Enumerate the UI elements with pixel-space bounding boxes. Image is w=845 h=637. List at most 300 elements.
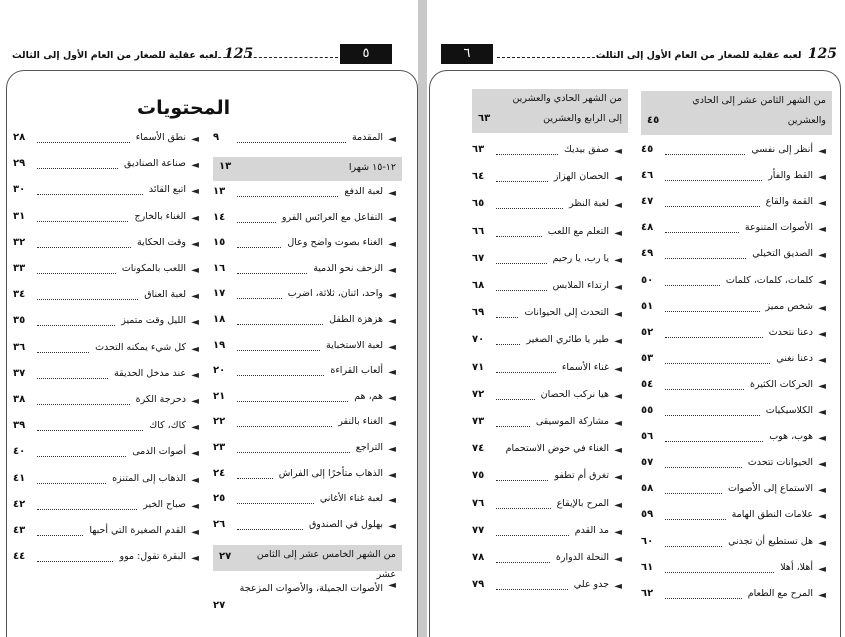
bullet-arrow-icon: ◄: [614, 227, 622, 239]
toc-entry[interactable]: [641, 326, 826, 348]
dotted-leader: [665, 572, 774, 573]
bullet-arrow-icon: ◄: [191, 396, 199, 407]
left-page: [0, 0, 418, 637]
dotted-leader: [37, 299, 138, 300]
contents-title: المحتويات: [137, 97, 231, 119]
book-number: 125: [807, 46, 837, 62]
book-gutter: [418, 0, 427, 637]
toc-entry[interactable]: [641, 482, 826, 504]
toc-entry[interactable]: [641, 561, 826, 583]
toc-entry[interactable]: [13, 550, 199, 572]
toc-entry-page: ٦٦: [472, 225, 485, 237]
toc-entry[interactable]: [13, 498, 199, 520]
contents-panel: [429, 70, 841, 637]
toc-entry[interactable]: [472, 442, 622, 464]
bullet-arrow-icon: ◄: [614, 282, 622, 293]
toc-entry-page: ٤٩: [641, 248, 654, 260]
section-heading-title: من الشهر الخامس عشر إلى الثامن عشر: [256, 549, 396, 581]
toc-entry-title: الحصان الهزاز: [553, 171, 609, 183]
dotted-leader: [237, 503, 314, 504]
bullet-arrow-icon: ◄: [191, 474, 199, 486]
bullet-arrow-icon: ◄: [614, 363, 622, 375]
toc-entry-title: عند مدخل الحديقة: [114, 367, 186, 379]
toc-entry-page: ٢٨: [13, 132, 26, 143]
toc-entry-page: ٥٩: [641, 509, 654, 521]
dotted-leader: [37, 404, 130, 405]
toc-entry-title: هيا نركب الحصان: [540, 388, 609, 400]
bullet-arrow-icon: ◄: [614, 390, 622, 402]
toc-entry-title: طير يا طائري الصغير: [526, 334, 609, 346]
toc-entry-page: ٢١: [213, 390, 226, 402]
dotted-leader: [665, 232, 739, 233]
section-heading-page: ١٣: [219, 161, 232, 172]
toc-entry[interactable]: [13, 131, 199, 153]
right-page: [427, 0, 845, 637]
toc-entry-page: ٤١: [13, 472, 26, 484]
toc-entry[interactable]: [472, 170, 622, 192]
toc-entry[interactable]: [213, 441, 396, 463]
toc-entry-title: كل شيء يمكنه التحدث: [95, 341, 186, 353]
toc-entry-page: ٦٧: [472, 252, 485, 264]
toc-entry-page: ٣٠: [13, 184, 26, 196]
bullet-arrow-icon: ◄: [388, 392, 396, 404]
toc-entry-title: صناعة الصناديق: [124, 158, 186, 170]
bullet-arrow-icon: ◄: [191, 238, 199, 250]
dotted-leader: [237, 142, 346, 143]
toc-entry-page: ٧٤: [472, 443, 485, 455]
dotted-leader: [665, 519, 726, 520]
bullet-arrow-icon: ◄: [818, 485, 826, 497]
toc-entry-title: بهلول في الصندوق: [308, 518, 383, 530]
toc-entry-page: ٤٠: [13, 446, 26, 458]
toc-entry-title: المرح بالإيقاع: [556, 497, 609, 509]
dotted-leader: [37, 561, 113, 562]
book-title-text: لعبه عقلية للصغار من العام الأول إلى الثالث: [595, 50, 802, 61]
dotted-leader: [665, 598, 742, 599]
toc-entry-title: الذهاب إلى المتنزه: [112, 472, 186, 484]
toc-entry-page: ٣٢: [13, 236, 26, 248]
bullet-arrow-icon: ◄: [818, 172, 826, 184]
toc-entry-title: الاستماع إلى الأصوات: [727, 483, 813, 495]
bullet-arrow-icon: ◄: [388, 520, 396, 532]
section-heading-page: ٤٥: [647, 115, 660, 126]
dotted-leader: [237, 529, 303, 530]
bullet-arrow-icon: ◄: [818, 354, 826, 366]
bullet-arrow-icon: ◄: [191, 500, 199, 512]
toc-entry-title: الذهاب متأخرًا إلى الفراش: [278, 467, 383, 479]
toc-entry[interactable]: [13, 472, 199, 494]
toc-entry-page: ٦٠: [641, 535, 654, 547]
toc-entry[interactable]: [641, 221, 826, 243]
section-heading-title: من الشهر الثامن عشر إلى الحادي والعشرين: [692, 95, 826, 126]
toc-entry-title: الغناء بالخارج: [134, 210, 186, 222]
bullet-arrow-icon: ◄: [388, 444, 396, 455]
bullet-arrow-icon: ◄: [818, 537, 826, 549]
toc-entry-title: المقدمة: [351, 132, 383, 143]
dotted-leader: [665, 285, 720, 286]
toc-entry[interactable]: [213, 185, 396, 207]
toc-entry-title: دعنا نتحدث: [768, 326, 813, 338]
page-number-box: ٦: [441, 44, 493, 64]
toc-entry[interactable]: [641, 352, 826, 374]
section-heading-page: ٦٣: [478, 113, 491, 124]
toc-entry-title: شخص مميز: [765, 300, 813, 312]
toc-entry-page: ٧٣: [472, 416, 485, 427]
bullet-arrow-icon: ◄: [614, 445, 622, 457]
toc-entry-page: ٣٦: [13, 341, 26, 353]
bullet-arrow-icon: ◄: [614, 200, 622, 212]
toc-entry[interactable]: [13, 157, 199, 179]
dotted-leader: [496, 154, 558, 155]
toc-entry-page: ٤٤: [13, 551, 26, 563]
toc-entry-title: القدم الصغيرة التي أحبها: [89, 525, 186, 536]
toc-entry-page: ٥٠: [641, 274, 654, 286]
toc-entry-page: ٧٥: [472, 470, 485, 482]
dotted-leader: [665, 337, 763, 338]
dotted-leader: [665, 441, 763, 442]
toc-entry-page: ٢٢: [213, 416, 226, 428]
toc-entry[interactable]: [472, 551, 622, 573]
dotted-leader: [237, 350, 320, 351]
dotted-leader: [237, 273, 307, 274]
page-header: [427, 44, 845, 66]
toc-entry-page: ٥٢: [641, 326, 654, 338]
section-heading: [213, 157, 402, 181]
section-heading: [641, 91, 832, 135]
toc-entry[interactable]: [641, 274, 826, 296]
toc-entry[interactable]: [472, 469, 622, 491]
book-title-text: لعبه عقلية للصغار من العام الأول إلى الثالث: [12, 50, 218, 61]
toc-entry[interactable]: [213, 339, 396, 361]
toc-entry[interactable]: [472, 143, 622, 165]
toc-entry[interactable]: [213, 287, 396, 309]
toc-entry-page: ٢٧: [213, 600, 226, 612]
toc-entry-page: ٣٨: [13, 394, 26, 405]
dotted-leader: [496, 344, 520, 345]
toc-entry-title: لعبة العناق: [144, 289, 186, 301]
toc-entry-page: ٣٣: [13, 263, 26, 274]
dotted-leader: [496, 236, 542, 237]
bullet-arrow-icon: ◄: [818, 563, 826, 575]
bullet-arrow-icon: ◄: [388, 469, 396, 481]
toc-entry-title: اللعب بالمكونات: [121, 263, 186, 274]
toc-entry-title: كاك، كاك: [149, 420, 186, 432]
toc-entry[interactable]: [641, 195, 826, 217]
dotted-leader: [496, 208, 563, 209]
toc-entry-title: الأصوات الجميلة، والأصوات المزعجة: [239, 583, 383, 595]
toc-entry[interactable]: [472, 279, 622, 301]
bullet-arrow-icon: ◄: [191, 160, 199, 172]
toc-entry-page: ٤٧: [641, 196, 654, 208]
dotted-leader: [496, 480, 548, 481]
toc-entry[interactable]: [13, 288, 199, 310]
toc-entry-title: البقرة تقول: موو: [119, 551, 186, 563]
bullet-arrow-icon: ◄: [191, 212, 199, 224]
section-heading-title: ١٢-١٥ شهرا: [348, 162, 396, 173]
bullet-arrow-icon: ◄: [191, 134, 199, 145]
toc-entry-page: ١٣: [213, 186, 226, 197]
toc-entry[interactable]: [13, 210, 199, 232]
bullet-arrow-icon: ◄: [818, 459, 826, 471]
dotted-leader: [237, 452, 350, 453]
bullet-arrow-icon: ◄: [388, 188, 396, 199]
bullet-arrow-icon: ◄: [818, 380, 826, 392]
bullet-arrow-icon: ◄: [388, 367, 396, 379]
bullet-arrow-icon: ◄: [818, 276, 826, 288]
section-heading: [472, 89, 628, 133]
toc-entry-title: كلمات، كلمات، كلمات: [725, 274, 813, 286]
bullet-arrow-icon: ◄: [191, 317, 199, 329]
toc-entry[interactable]: [213, 211, 396, 233]
toc-entry-page: ٦٢: [641, 587, 654, 599]
toc-entry[interactable]: [13, 393, 199, 415]
toc-entry-title: الحيوانات تتحدث: [747, 457, 813, 469]
toc-entry[interactable]: [472, 333, 622, 355]
toc-entry-title: صفق بيديك: [564, 144, 609, 155]
toc-entry[interactable]: [472, 524, 622, 546]
toc-entry-page: ٥٧: [641, 457, 654, 469]
toc-entry-page: ٦٥: [472, 198, 485, 210]
toc-entry[interactable]: [213, 492, 396, 514]
dotted-leader: [496, 263, 547, 264]
toc-entry[interactable]: [13, 341, 199, 363]
toc-entry-page: ٦٩: [472, 307, 485, 319]
bullet-arrow-icon: ◄: [818, 407, 826, 418]
toc-entry[interactable]: [472, 197, 622, 219]
toc-entry-title: أهلا، أهلا: [780, 561, 813, 573]
bullet-arrow-icon: ◄: [388, 495, 396, 507]
dotted-leader: [496, 399, 535, 400]
dotted-leader: [37, 221, 128, 222]
dotted-leader: [237, 298, 282, 299]
toc-entry-page: ٦٨: [472, 280, 485, 291]
toc-entry[interactable]: [213, 390, 396, 412]
toc-entry[interactable]: [472, 252, 622, 274]
toc-entry-page: ١٦: [213, 262, 226, 274]
bullet-arrow-icon: ◄: [388, 580, 396, 592]
toc-entry-title: الليل وقت متميز: [121, 315, 186, 327]
dotted-leader: [665, 363, 770, 364]
toc-entry[interactable]: [472, 497, 622, 519]
toc-entry-page: ٥٨: [641, 483, 654, 495]
toc-entry[interactable]: [213, 577, 396, 621]
toc-entry-page: ٥٦: [641, 431, 654, 443]
bullet-arrow-icon: ◄: [191, 527, 199, 538]
book-number: 125: [224, 46, 254, 62]
toc-entry-title: ارتداء الملابس: [552, 280, 609, 291]
bullet-arrow-icon: ◄: [191, 422, 199, 434]
toc-entry[interactable]: [641, 587, 826, 609]
toc-entry-page: ٢٥: [213, 493, 226, 505]
toc-entry[interactable]: [641, 169, 826, 191]
toc-entry[interactable]: [13, 445, 199, 467]
bullet-arrow-icon: ◄: [818, 589, 826, 601]
contents-column-left: [13, 131, 199, 631]
toc-entry-page: ٢٩: [13, 158, 26, 170]
toc-entry[interactable]: [641, 535, 826, 557]
dotted-leader: [237, 401, 348, 402]
bullet-arrow-icon: ◄: [818, 146, 826, 157]
toc-entry-page: ٤٥: [641, 144, 654, 155]
toc-entry-title: الزحف نحو الدمية: [313, 262, 383, 274]
page-number-box: ٥: [340, 44, 392, 64]
dotted-leader: [37, 352, 89, 353]
bullet-arrow-icon: ◄: [614, 336, 622, 348]
toc-entry[interactable]: [641, 247, 826, 269]
toc-entry[interactable]: [641, 404, 826, 426]
toc-entry-title: الغناء في حوض الاستحمام: [505, 443, 609, 455]
bullet-arrow-icon: ◄: [818, 224, 826, 236]
toc-entry-page: ٧١: [472, 361, 485, 373]
toc-entry[interactable]: [213, 262, 396, 284]
bullet-arrow-icon: ◄: [614, 173, 622, 185]
toc-entry[interactable]: [13, 419, 199, 441]
toc-entry-title: التراجع: [355, 442, 383, 453]
bullet-arrow-icon: ◄: [388, 316, 396, 327]
dotted-leader: [37, 509, 137, 510]
toc-entry-page: ١٧: [213, 288, 226, 300]
toc-entry[interactable]: [13, 314, 199, 336]
bullet-arrow-icon: ◄: [388, 418, 396, 430]
toc-entry[interactable]: [472, 388, 622, 410]
toc-entry-page: ٣٤: [13, 289, 26, 301]
toc-entry-page: ٧٦: [472, 497, 485, 509]
dotted-leader: [496, 372, 556, 373]
toc-entry-page: ٣١: [13, 210, 26, 222]
bullet-arrow-icon: ◄: [614, 581, 622, 593]
dotted-leader: [37, 535, 83, 536]
bullet-arrow-icon: ◄: [614, 146, 622, 157]
dotted-leader: [237, 196, 338, 197]
toc-entry[interactable]: [641, 378, 826, 400]
toc-entry-page: ١٤: [213, 211, 226, 223]
bullet-arrow-icon: ◄: [388, 213, 396, 225]
bullet-arrow-icon: ◄: [614, 254, 622, 266]
dotted-leader: [237, 222, 276, 223]
toc-entry-title: الصديق التخيلي: [752, 248, 813, 260]
toc-entry[interactable]: [641, 456, 826, 478]
toc-entry[interactable]: [213, 131, 396, 153]
toc-entry-page: ٧٢: [472, 388, 485, 400]
bullet-arrow-icon: ◄: [614, 472, 622, 484]
toc-entry-title: دعنا نغني: [776, 352, 813, 364]
toc-entry[interactable]: [641, 143, 826, 165]
toc-entry[interactable]: [213, 415, 396, 437]
toc-entry-title: أنظر إلى نفسي: [751, 144, 813, 155]
toc-entry[interactable]: [213, 364, 396, 386]
toc-entry[interactable]: [641, 508, 826, 530]
toc-entry[interactable]: [641, 430, 826, 452]
toc-entry[interactable]: [13, 367, 199, 389]
toc-entry-title: التحدث إلى الحيوانات: [524, 307, 609, 319]
dotted-leader: [665, 154, 745, 155]
toc-entry-title: غناء الأسماء: [561, 361, 609, 373]
toc-entry-title: القط والفأر: [768, 170, 813, 182]
bullet-arrow-icon: ◄: [614, 499, 622, 511]
toc-entry-page: ٤٦: [641, 170, 654, 182]
toc-entry-title: علامات النطق الهامة: [731, 509, 813, 521]
dotted-leader: [496, 535, 569, 536]
toc-entry[interactable]: [213, 236, 396, 258]
toc-entry-page: ٥١: [641, 300, 654, 312]
toc-entry[interactable]: [472, 361, 622, 383]
toc-entry-title: لعبة النظر: [569, 198, 609, 210]
dotted-leader: [37, 483, 106, 484]
toc-entry[interactable]: [13, 183, 199, 205]
dotted-leader: [496, 426, 530, 427]
bullet-arrow-icon: ◄: [818, 250, 826, 262]
toc-entry-page: ٦٣: [472, 144, 485, 155]
toc-entry-title: واحد، اثنان، ثلاثة، اضرب: [287, 288, 383, 300]
toc-entry-title: القمة والقاع: [765, 196, 813, 208]
bullet-arrow-icon: ◄: [818, 328, 826, 340]
bullet-arrow-icon: ◄: [388, 290, 396, 302]
toc-entry[interactable]: [641, 300, 826, 322]
dotted-leader: [496, 562, 550, 563]
toc-entry-title: اتبع القائد: [148, 184, 186, 196]
toc-entry-title: التعلم مع اللعب: [547, 225, 609, 237]
toc-entry-title: لعبة الدفع: [344, 186, 383, 197]
toc-entry[interactable]: [213, 467, 396, 489]
bullet-arrow-icon: ◄: [191, 343, 199, 355]
bullet-arrow-icon: ◄: [614, 418, 622, 429]
toc-entry-title: ألعاب القراءة: [330, 365, 383, 377]
dotted-leader: [665, 415, 760, 416]
section-heading-page: ٢٧: [219, 551, 232, 563]
toc-entry[interactable]: [213, 518, 396, 540]
toc-entry-title: مشاركة الموسيقى: [535, 416, 609, 427]
bullet-arrow-icon: ◄: [388, 239, 396, 251]
toc-entry-title: هم، هم: [354, 390, 383, 402]
toc-entry[interactable]: [13, 236, 199, 258]
toc-entry-page: ٢٦: [213, 518, 226, 530]
toc-entry-title: أصوات الدمى: [132, 446, 186, 458]
toc-entry-title: مد القدم: [574, 524, 609, 536]
bullet-arrow-icon: ◄: [191, 291, 199, 303]
toc-entry-title: هل تستطيع أن تجدني: [728, 535, 813, 547]
dotted-leader: [665, 546, 722, 547]
dotted-leader: [37, 273, 116, 274]
toc-entry-title: المرح مع الطعام: [747, 587, 813, 599]
dotted-leader: [37, 325, 115, 326]
toc-entry[interactable]: [472, 578, 622, 600]
toc-entry[interactable]: [472, 415, 622, 437]
dotted-leader: [665, 180, 762, 181]
toc-entry-page: ٩: [213, 132, 220, 143]
dotted-leader: [665, 206, 760, 207]
toc-entry[interactable]: [472, 306, 622, 328]
toc-entry[interactable]: [13, 524, 199, 546]
toc-entry-page: ٥٥: [641, 405, 654, 416]
bullet-arrow-icon: ◄: [191, 186, 199, 198]
toc-entry[interactable]: [472, 225, 622, 247]
book-title: [12, 46, 253, 62]
dotted-leader: [37, 168, 118, 169]
bullet-arrow-icon: ◄: [818, 302, 826, 314]
toc-entry-page: ٥٤: [641, 378, 654, 390]
contents-column-left: [472, 87, 622, 627]
toc-entry-title: صباح الخير: [143, 498, 186, 510]
dotted-leader: [37, 142, 130, 143]
toc-entry-page: ٤٢: [13, 498, 26, 510]
toc-entry-title: يا رب، يا رحيم: [552, 252, 609, 264]
dotted-leader: [496, 317, 518, 318]
contents-panel: [6, 70, 418, 637]
toc-entry[interactable]: [213, 313, 396, 335]
bullet-arrow-icon: ◄: [614, 309, 622, 321]
section-heading: [213, 545, 402, 581]
toc-entry[interactable]: [13, 262, 199, 284]
